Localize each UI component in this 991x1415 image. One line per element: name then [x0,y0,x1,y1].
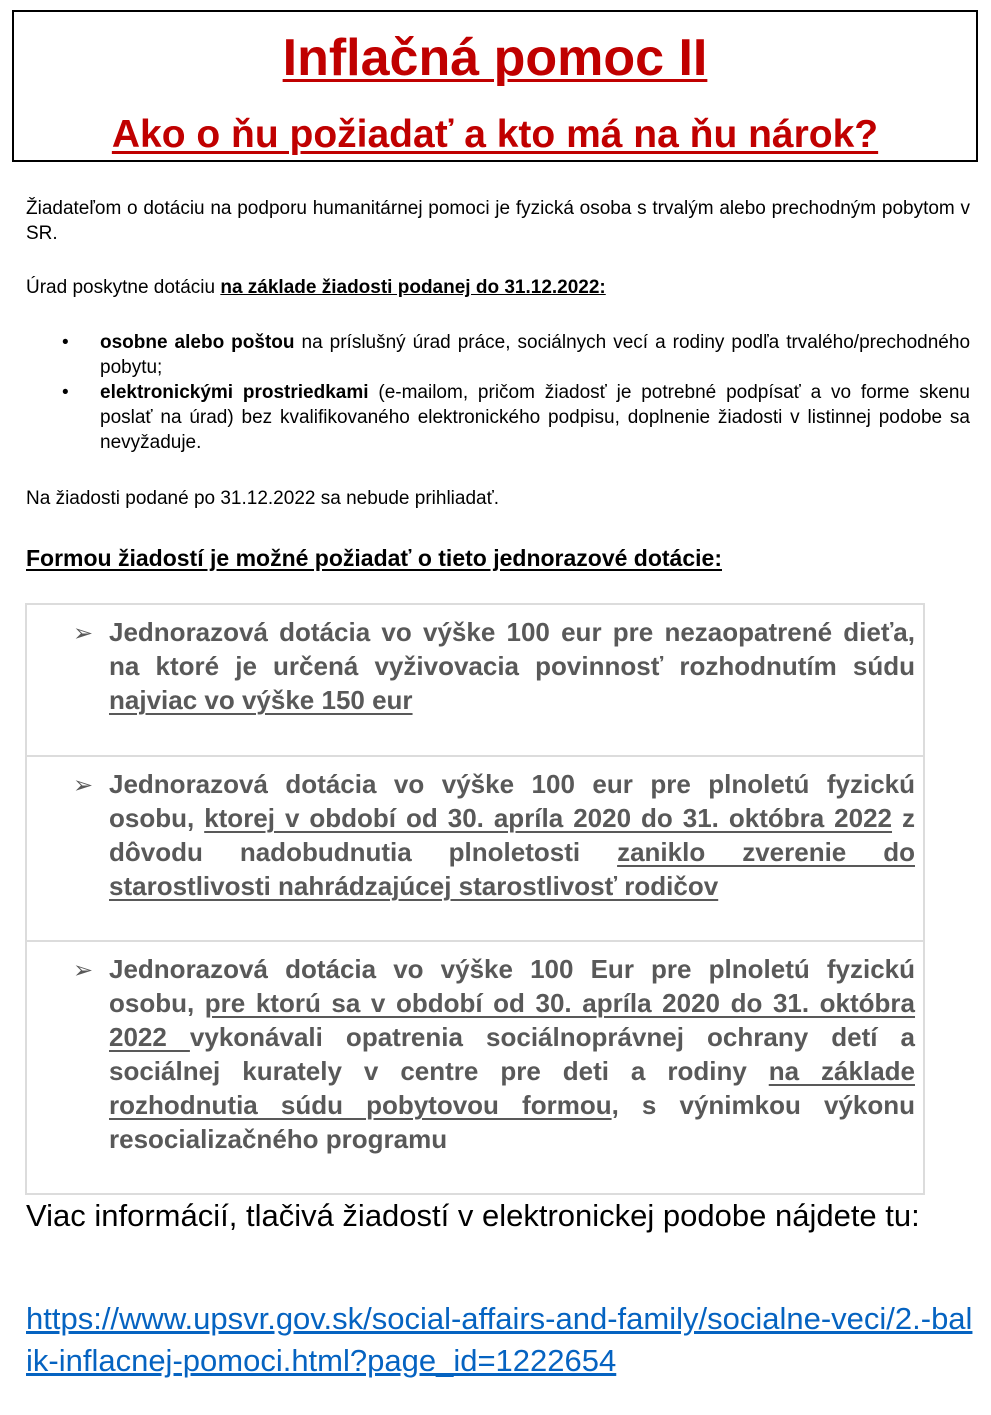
arrowhead-right-icon: ➢ [73,772,94,799]
grants-table [25,603,925,1195]
submission-methods-list [26,330,970,455]
grant-text-part: Jednorazová dotácia vo výške 100 Eur pre plnoletú fyzickú osobu, [109,954,915,1018]
grant-text-underlined: pre ktorú sa v období od 30. apríla 2020 do 31. októbra 2022 [109,988,916,1052]
more-info-text: Viac informácií, tlačivá žiadostí v elektronickej podobe nájdete tu: [26,1198,920,1233]
method-bold: osobne alebo poštou [100,332,295,353]
info-link[interactable]: https://www.upsvr.gov.sk/social-affairs-and-family/socialne-veci/2.-balik-inflacnej-pomoci.html?page_id=1222654 [26,1301,973,1378]
section-heading: Formou žiadostí je možné požiadať o tieto jednorazové dotácie: [26,545,722,571]
applicant-paragraph: Žiadateľom o dotáciu na podporu humanitárnej pomoci je fyzická osoba s trvalým alebo prechodným pobytom v SR. [26,198,970,244]
grant-text-part: vykonávali opatrenia sociálnoprávnej ochrany detí a sociálnej kurately v centre pre deti a rodiny [109,1022,915,1086]
grant-text [109,952,915,1156]
grant-text [109,767,915,903]
arrowhead-right-icon: ➢ [73,957,94,984]
grant-text-underlined: zaniklo zverenie do starostlivosti nahrádzajúcej starostlivosť rodičov [109,837,915,901]
grant-text-part: Jednorazová dotácia vo výške 100 eur pre nezaopatrené dieťa, na ktoré je určená vyživovacia povinnosť rozhodnutím súdu [109,617,915,681]
bullet-dot-icon: • [62,332,69,353]
list-item [26,330,970,380]
bullet-dot-icon: • [62,382,69,403]
method-text: na príslušný úrad práce, sociálnych vecí a rodiny podľa trvalého/prechodného pobytu; [100,332,971,378]
basis-prefix: Úrad poskytne dotáciu [26,277,221,298]
list-item [26,380,970,455]
page-subtitle: Ako o ňu požiadať a kto má na ňu nárok? [111,113,879,156]
header-box [12,10,978,162]
page-title: Inflačná pomoc II [282,29,708,87]
basis-emphasis: na základe žiadosti podanej do 31.12.2022: [220,277,606,298]
grant-text-part: Jednorazová dotácia vo výške 100 eur pre plnoletú fyzickú osobu, [109,769,915,833]
deadline-note: Na žiadosti podané po 31.12.2022 sa nebude prihliadať. [26,488,499,509]
grant-text-part: , s výnimkou výkonu resocializačného programu [109,1090,915,1154]
grant-row [27,942,923,1193]
grant-text [109,615,915,717]
method-text: (e-mailom, pričom žiadosť je potrebné podpísať a vo forme skenu poslať na úrad) bez kvalifikovaného elektronického podpisu, doplnenie žiadosti v listinnej podobe sa nevyžaduje. [100,382,970,453]
grant-text-part: z dôvodu nadobudnutia plnoletosti [109,803,915,867]
grant-text-underlined: na základe rozhodnutia súdu pobytovou formou [109,1056,915,1120]
basis-paragraph [26,275,970,300]
grant-row [27,757,923,942]
arrowhead-right-icon: ➢ [73,620,94,647]
method-bold: elektronickými prostriedkami [100,382,369,403]
grant-text-underlined: ktorej v období od 30. apríla 2020 do 31. októbra 2022 [204,803,893,833]
grant-text-underlined: najviac vo výške 150 eur [109,685,413,715]
grant-row [27,605,923,757]
